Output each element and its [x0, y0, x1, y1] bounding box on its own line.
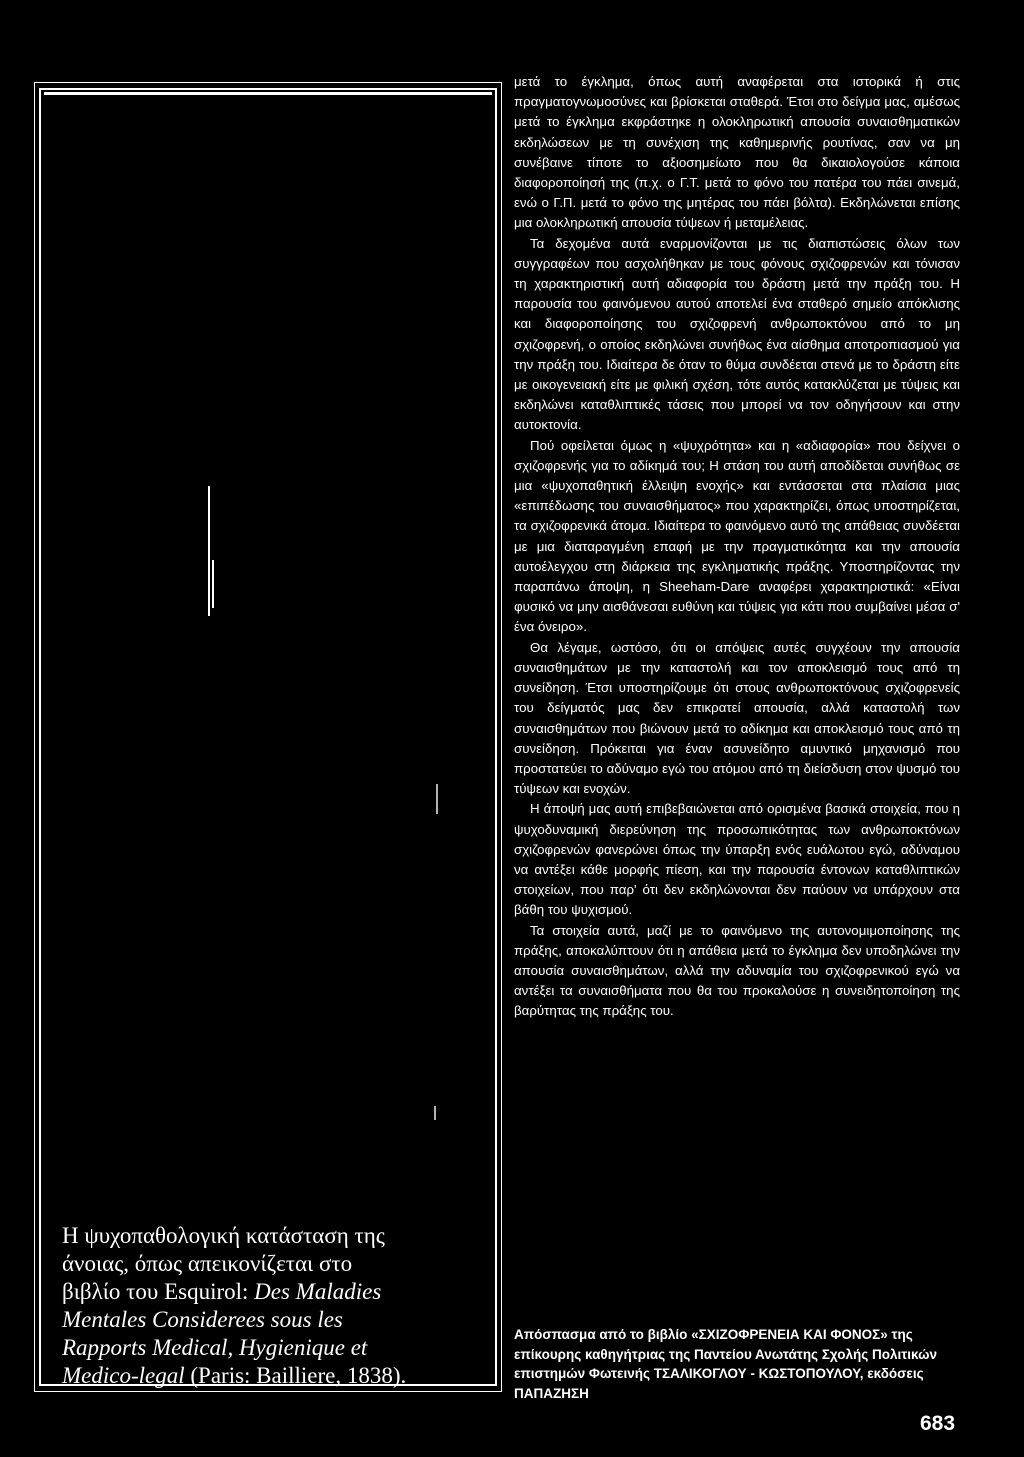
caption-book-title: Rapports Medical, Hygienique et — [62, 1335, 368, 1360]
frame-top-bar — [44, 92, 492, 95]
caption-book-title: Medico-legal — [62, 1363, 185, 1388]
caption-publication: (Paris: Bailliere, 1838). — [184, 1363, 407, 1388]
page-number: 683 — [920, 1412, 956, 1435]
image-mark — [208, 486, 210, 616]
caption-line: άνοιας, όπως απεικονίζεται στο — [62, 1251, 353, 1276]
caption-text: βιβλίο του Esquirol: — [62, 1279, 255, 1304]
caption-book-title: Mentales Considerees sous les — [62, 1307, 343, 1332]
body-paragraph: Η άποψή μας αυτή επιβεβαιώνεται από ορισμένα βασικά στοιχεία, που η ψυχοδυναμική διερεύνηση της προσωπικότητας των ανθρωποκτόνων σχιζοφρενών φανερώνει όπως την ύπαρξη ενός ευάλωτου εγώ, αδύναμου να αντέξει κάθε μορφής πίεση, και την παρουσία έντονων καταθλιπτικών στοιχείων, που παρ' ότι δεν εκδηλώνονται δεν παύουν να υπάρχουν στα βάθη του ψυχισμού. — [514, 801, 960, 918]
body-paragraph: μετά το έγκλημα, όπως αυτή αναφέρεται στα ιστορικά ή στις πραγματογνωμοσύνες και βρίσκεται σταθερά. Έτσι στο δείγμα μας, αμέσως μετά το έγκλημα εκφράστηκε η ολοκληρωτική απουσία συναισθηματικών εκδηλώσεων με τη συνέχιση της καθημερινής ρουτίνας, σαν να μη συνέβαινε τίποτε το αξιοσημείωτο που θα δικαιολογούσε κάποια διαφοροποίησή της (π.χ. ο Γ.Τ. μετά το φόνο του πατέρα του πάει σινεμά, ενώ ο Γ.Π. μετά το φόνο της μητέρας του πάει βόλτα). Εκδηλώνεται επίσης μια ολοκληρωτική απουσία τύψεων ή μεταμέλειας. — [514, 74, 960, 231]
image-mark — [436, 784, 438, 814]
caption-book-title: Des Maladies — [254, 1279, 382, 1304]
image-frame-inner — [39, 88, 497, 1386]
caption-line: Η ψυχοπαθολογική κατάσταση της — [62, 1223, 385, 1248]
source-credit: Απόσπασμα από το βιβλίο «ΣΧΙΖΟΦΡΕΝΕΙΑ ΚΑΙ ΦΟΝΟΣ» της επίκουρης καθηγήτριας της Παντείου Ανωτάτης Σχολής Πολιτικών επιστημών Φωτεινής ΤΣΑΛΙΚΟΓΛΟΥ - ΚΩΣΤΟΠΟΥΛΟΥ, εκδόσεις ΠΑΠΑΖΗΣΗ — [514, 1327, 938, 1401]
image-mark — [434, 1106, 436, 1120]
caption-line — [62, 1278, 482, 1306]
image-mark — [212, 560, 214, 608]
body-paragraph: Τα στοιχεία αυτά, μαζί με το φαινόμενο της αυτονομιμοποίησης της πράξης, αποκαλύπτουν ότι η απάθεια μετά το έγκλημα δεν υποδηλώνει την απουσία συναισθημάτων, αλλά την αδυναμία του σχιζοφρενικού εγώ να αντέξει τα συναισθήματα που θα του προκαλούσε η συνειδητοποίηση της βαρύτητας της πράξης του. — [514, 922, 960, 1019]
article-body — [514, 72, 960, 1022]
caption-line — [62, 1362, 482, 1390]
figure-caption — [62, 1222, 482, 1390]
body-paragraph: Τα δεχομένα αυτά εναρμονίζονται με τις διαπιστώσεις όλων των συγγραφέων που ασχολήθηκαν με τους φόνους σχιζοφρενών και τόνισαν τη χαρακτηριστική αυτή αδιαφορία του δράστη μετά την πράξη του. Η παρουσία του φαινόμενου αυτού αποτελεί ένα σταθερό σημείο απόκλισης και διαφοροποίησης του σχιζοφρενή ανθρωποκτόνου από το μη σχιζοφρενή, ο οποίος εκδηλώνει συνήθως ένα αίσθημα αποτροπιασμού για την πράξη του. Ιδιαίτερα δε όταν το θύμα συνδέεται στενά με το δράστη είτε με οικογενειακή είτε με φιλική σχέση, τότε αυτός κατακλύζεται με τύψεις και εκδηλώνει καταθλιπτικές τάσεις που μπορεί να τον οδηγήσουν και στην αυτοκτονία. — [514, 235, 960, 433]
body-paragraph: Θα λέγαμε, ωστόσο, ότι οι απόψεις αυτές συγχέουν την απουσία συναισθημάτων με την καταστολή και τον αποκλεισμό τους από τη συνείδηση. Έτσι υποστηρίζουμε ότι στους ανθρωποκτόνους σχιζοφρενείς του δείγματός μας δεν επικρατεί απουσία, αλλά καταστολή των συναισθημάτων που βιώνουν μετά το αδίκημα και αποκλεισμό τους από τη συνείδηση. Πρόκειται για έναν ασυνείδητο αμυντικό μηχανισμό που προστατεύει το αδύναμο εγώ του ατόμου από τη διείσδυση στον ψυσμό του τύψεων και ενοχών. — [514, 639, 960, 797]
body-paragraph: Πού οφείλεται όμως η «ψυχρότητα» και η «αδιαφορία» που δείχνει ο σχιζοφρενής για το αδίκημά του; Η στάση του αυτή αποδίδεται συνήθως σε μια «ψυχοπαθητική έλλειψη ενοχής» και εντάσσεται στα πλαίσια μιας «επιπέδωσης του συναισθήματος» που χαρακτηρίζει, όπως υποστηρίζεται, τα σχιζοφρενικά άτομα. Ιδιαίτερα το φαινόμενο αυτό της απάθειας συνδέεται με μια διαταραγμένη επαφή με την πραγματικότητα και την απουσία αυτοέλεγχου στη διάρκεια της εγκληματικής πράξης. Υποστηρίζοντας την παραπάνω άποψη, η Sheeham-Dare αναφέρει χαρακτηριστικά: «Είναι φυσικό να μην αισθάνεσαι ευθύνη και τύψεις για κάτι που συμβαίνει μέσα σ' ένα όνειρο». — [514, 437, 960, 635]
